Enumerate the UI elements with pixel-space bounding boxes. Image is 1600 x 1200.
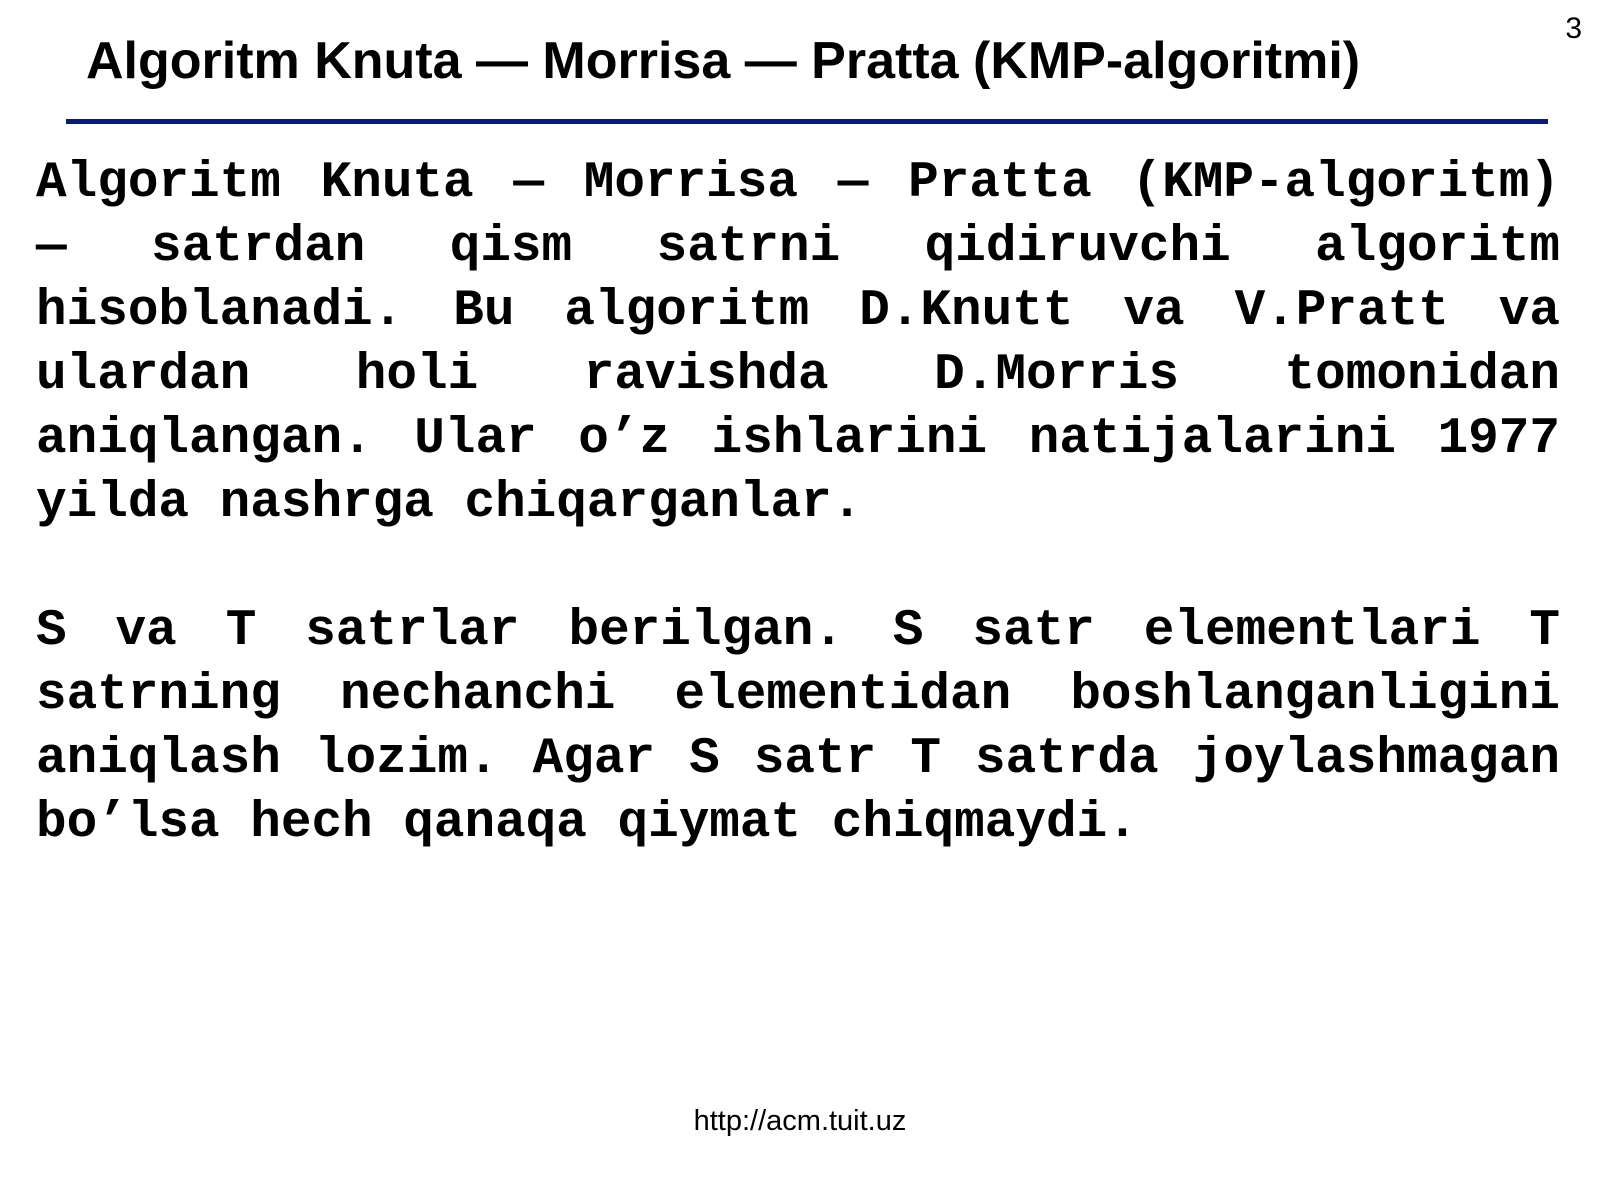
title-underline-rule (66, 119, 1548, 124)
body-paragraph-intro: Algoritm Knuta — Morrisa — Pratta (KMP-algoritm) — satrdan qism satrni qidiruvchi algoritm hisoblanadi. Bu algoritm D.Knutt va V.Pratt va ulardan holi ravishda D.Morris tomonidan aniqlangan. Ular o’z ishlarini natijalarini 1977 yilda nashrga chiqarganlar. (36, 155, 1560, 532)
slide-number: 3 (1565, 12, 1582, 45)
body-paragraph-task: S va T satrlar berilgan. S satr elementlari T satrning nechanchi elementidan boshlanganligini aniqlash lozim. Agar S satr T satrda joylashmagan bo’lsa hech qanaqa qiymat chiqmaydi. (36, 603, 1560, 852)
footer-url: http://acm.tuit.uz (693, 1105, 907, 1137)
slide-title: Algoritm Knuta — Morrisa — Pratta (KMP-algoritmi) (86, 32, 1361, 90)
